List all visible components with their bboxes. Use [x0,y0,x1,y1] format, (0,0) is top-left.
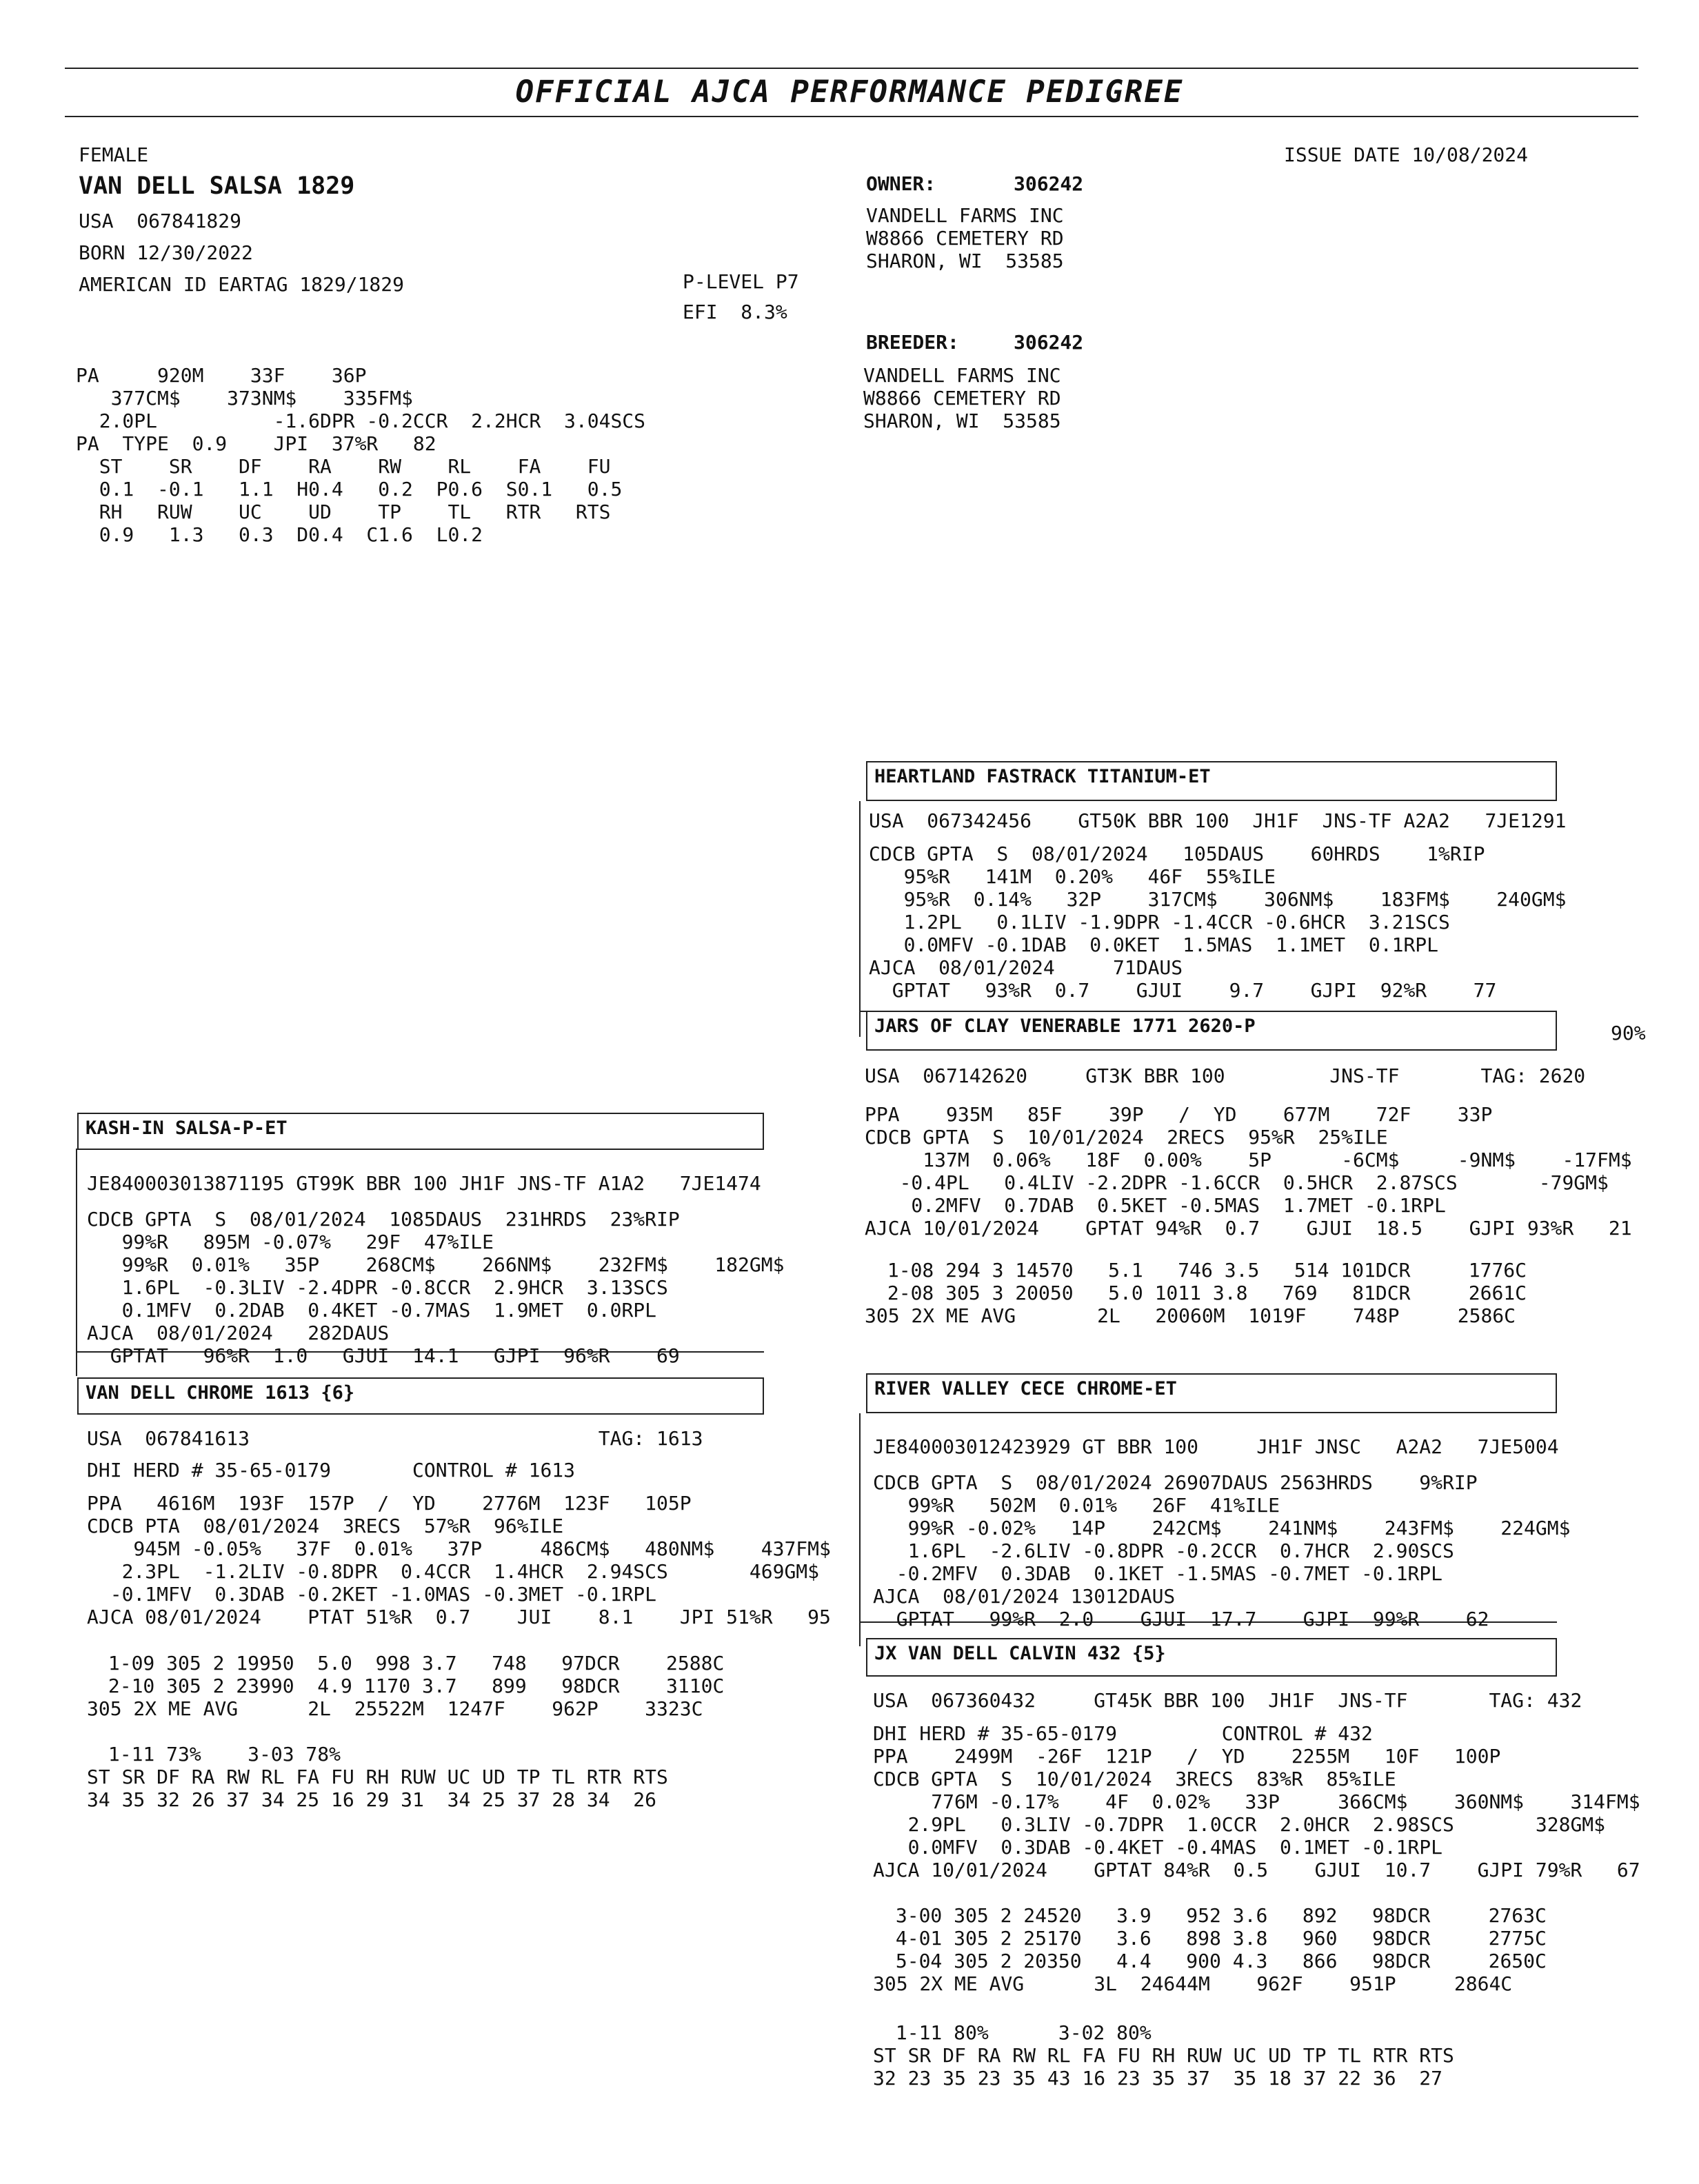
sire-line: 99%R 0.01% 35P 268CM$ 266NM$ 232FM$ 182GM$ [87,1253,785,1276]
dam-line: 305 2X ME AVG 2L 25522M 1247F 962P 3323C [87,1697,703,1720]
dam-sire-line: 99%R -0.02% 14P 242CM$ 241NM$ 243FM$ 224GM$ [873,1517,1571,1539]
pa-line: ST SR DF RA RW RL FA FU [76,455,611,478]
dam-dam-line: 3-00 305 2 24520 3.9 952 3.6 892 98DCR 2763C [884,1904,1547,1927]
dam-dam-line: 305 2X ME AVG 3L 24644M 962F 951P 2864C [873,1972,1513,1995]
dam-sire-line: JE840003012423929 GT BBR 100 JH1F JNSC A2A2 7JE5004 [873,1435,1559,1458]
dam-sire-name: RIVER VALLEY CECE CHROME-ET [866,1373,1557,1413]
dam-dam-line: 0.0MFV 0.3DAB -0.4KET -0.4MAS 0.1MET -0.1RPL [873,1836,1443,1859]
sire-dam-percent: 90% [1611,1022,1646,1044]
breeder-address-1: VANDELL FARMS INC [863,364,1061,387]
dam-sire-line: -0.2MFV 0.3DAB 0.1KET -1.5MAS -0.7MET -0.1RPL [873,1562,1443,1585]
dam-dam-line: 2.9PL 0.3LIV -0.7DPR 1.0CCR 2.0HCR 2.98SCS 328GM$ [873,1813,1606,1836]
animal-id: AMERICAN ID EARTAG 1829/1829 [79,273,405,296]
sire-sire-line: AJCA 08/01/2024 71DAUS [869,956,1183,979]
dam-dam-line: 32 23 35 23 35 43 16 23 35 37 35 18 37 22 36 27 [873,2067,1443,2090]
sire-dam-line: 305 2X ME AVG 2L 20060M 1019F 748P 2586C [865,1304,1516,1327]
dam-dam-line: 776M -0.17% 4F 0.02% 33P 366CM$ 360NM$ 314FM$ [873,1790,1640,1813]
dam-line: 1-11 73% 3-03 78% [97,1743,341,1766]
sire-line: 99%R 895M -0.07% 29F 47%ILE [87,1231,494,1253]
sire-sire-line: 1.2PL 0.1LIV -1.9DPR -1.4CCR -0.6HCR 3.21SCS [869,911,1450,933]
dam-line: CDCB PTA 08/01/2024 3RECS 57%R 96%ILE [87,1515,564,1537]
dam-line: PPA 4616M 193F 157P / YD 2776M 123F 105P [87,1492,692,1515]
dam-dam-line: CDCB GPTA S 10/01/2024 3RECS 83%R 85%ILE [873,1768,1396,1790]
sire-dam-line: CDCB GPTA S 10/01/2024 2RECS 95%R 25%ILE [865,1126,1388,1149]
sire-dam-line: USA 067142620 GT3K BBR 100 JNS-TF TAG: 2620 [865,1064,1586,1087]
owner-address-2: W8866 CEMETERY RD [866,227,1064,250]
pa-line: 377CM$ 373NM$ 335FM$ [76,387,413,410]
pa-line: PA TYPE 0.9 JPI 37%R 82 [76,432,436,455]
sire-line: AJCA 08/01/2024 282DAUS [87,1322,390,1344]
sire-line: 1.6PL -0.3LIV -2.4DPR -0.8CCR 2.9HCR 3.13SCS [87,1276,668,1299]
breeder-address-3: SHARON, WI 53585 [863,410,1061,432]
connector-line [859,1413,861,1646]
birth-date: BORN 12/30/2022 [79,241,253,264]
sire-dam-line: 0.2MFV 0.7DAB 0.5KET -0.5MAS 1.7MET -0.1RPL [865,1194,1446,1217]
dam-dam-line: 1-11 80% 3-02 80% [884,2021,1152,2044]
dam-dam-line: ST SR DF RA RW RL FA FU RH RUW UC UD TP TL RTR RTS [873,2044,1454,2067]
owner-address-1: VANDELL FARMS INC [866,204,1064,227]
sire-sire-line: 95%R 0.14% 32P 317CM$ 306NM$ 183FM$ 240GM$ [869,888,1567,911]
dam-line: 945M -0.05% 37F 0.01% 37P 486CM$ 480NM$ 437FM$ [87,1537,831,1560]
dam-dam-line: USA 067360432 GT45K BBR 100 JH1F JNS-TF TAG: 432 [873,1689,1582,1712]
sire-sire-line: 0.0MFV -0.1DAB 0.0KET 1.5MAS 1.1MET 0.1RPL [869,933,1439,956]
sire-dam-line: PPA 935M 85F 39P / YD 677M 72F 33P [865,1103,1493,1126]
sire-dam-line: 2-08 305 3 20050 5.0 1011 3.8 769 81DCR 2661C [876,1282,1527,1304]
connector-line [76,1149,77,1376]
sire-sire-line: GPTAT 93%R 0.7 GJUI 9.7 GJPI 92%R 77 [869,979,1497,1002]
connector-line [859,801,861,1037]
animal-name: VAN DELL SALSA 1829 [79,172,355,200]
breeder-number: 306242 [1014,331,1084,354]
sire-sire-line: USA 067342456 GT50K BBR 100 JH1F JNS-TF A2A2 7JE1291 [869,809,1567,832]
owner-address-3: SHARON, WI 53585 [866,250,1064,272]
dam-sire-line: 1.6PL -2.6LIV -0.8DPR -0.2CCR 0.7HCR 2.90SCS [873,1539,1454,1562]
title-rule [65,116,1638,117]
dam-sire-line: CDCB GPTA S 08/01/2024 26907DAUS 2563HRDS 9%RIP [873,1471,1478,1494]
sire-line: JE840003013871195 GT99K BBR 100 JH1F JNS-TF A1A2 7JE1474 [87,1172,761,1195]
pa-line: 0.1 -0.1 1.1 H0.4 0.2 P0.6 S0.1 0.5 [76,478,623,501]
breeder-address-2: W8866 CEMETERY RD [863,387,1061,410]
p-level: P-LEVEL P7 [683,270,799,293]
owner-number: 306242 [1014,172,1084,195]
dam-line: ST SR DF RA RW RL FA FU RH RUW UC UD TP TL RTR RTS [87,1766,668,1788]
issue-date: ISSUE DATE 10/08/2024 [1284,143,1529,166]
page-title: OFFICIAL AJCA PERFORMANCE PEDIGREE [515,74,1184,110]
dam-line: DHI HERD # 35-65-0179 CONTROL # 1613 [87,1459,576,1482]
sire-dam-name: JARS OF CLAY VENERABLE 1771 2620-P [866,1012,1557,1051]
sire-sire-line: CDCB GPTA S 08/01/2024 105DAUS 60HRDS 1%RIP [869,842,1485,865]
dam-line: 34 35 32 26 37 34 25 16 29 31 34 25 37 28 34 26 [87,1788,657,1811]
sex-label: FEMALE [79,143,149,166]
sire-name: KASH-IN SALSA-P-ET [77,1113,764,1150]
dam-line: -0.1MFV 0.3DAB -0.2KET -1.0MAS -0.3MET -0.1RPL [87,1583,657,1606]
dam-line: 2-10 305 2 23990 4.9 1170 3.7 899 98DCR 3110C [97,1675,725,1697]
dam-sire-line: GPTAT 99%R 2.0 GJUI 17.7 GJPI 99%R 62 [873,1608,1489,1630]
sire-dam-line: 1-08 294 3 14570 5.1 746 3.5 514 101DCR 1776C [876,1259,1527,1282]
sire-line: GPTAT 96%R 1.0 GJUI 14.1 GJPI 96%R 69 [87,1344,680,1367]
efi: EFI 8.3% [683,301,787,323]
breeder-label: BREEDER: [866,331,959,354]
sire-sire-line: 95%R 141M 0.20% 46F 55%ILE [869,865,1276,888]
animal-registration: USA 067841829 [79,210,242,232]
sire-line: CDCB GPTA S 08/01/2024 1085DAUS 231HRDS 23%RIP [87,1208,680,1231]
pa-line: 2.0PL -1.6DPR -0.2CCR 2.2HCR 3.04SCS [76,410,646,432]
pa-line: RH RUW UC UD TP TL RTR RTS [76,501,611,523]
top-rule [65,68,1638,69]
sire-dam-line: AJCA 10/01/2024 GPTAT 94%R 0.7 GJUI 18.5 GJPI 93%R 21 [865,1217,1632,1240]
sire-dam-line: -0.4PL 0.4LIV -2.2DPR -1.6CCR 0.5HCR 2.87SCS -79GM$ [865,1171,1609,1194]
sire-dam-line: 137M 0.06% 18F 0.00% 5P -6CM$ -9NM$ -17FM$ [865,1149,1632,1171]
dam-line: 1-09 305 2 19950 5.0 998 3.7 748 97DCR 2588C [97,1652,725,1675]
dam-dam-name: JX VAN DELL CALVIN 432 {5} [866,1638,1557,1677]
pa-line: 0.9 1.3 0.3 D0.4 C1.6 L0.2 [76,523,483,546]
dam-line: 2.3PL -1.2LIV -0.8DPR 0.4CCR 1.4HCR 2.94SCS 469GM$ [87,1560,820,1583]
dam-dam-line: 4-01 305 2 25170 3.6 898 3.8 960 98DCR 2775C [884,1927,1547,1950]
sire-line: 0.1MFV 0.2DAB 0.4KET -0.7MAS 1.9MET 0.0RPL [87,1299,657,1322]
dam-dam-line: DHI HERD # 35-65-0179 CONTROL # 432 [873,1722,1373,1745]
dam-dam-line: AJCA 10/01/2024 GPTAT 84%R 0.5 GJUI 10.7 GJPI 79%R 67 [873,1859,1640,1881]
dam-sire-line: 99%R 502M 0.01% 26F 41%ILE [873,1494,1280,1517]
pa-line: PA 920M 33F 36P [76,364,367,387]
dam-dam-line: PPA 2499M -26F 121P / YD 2255M 10F 100P [873,1745,1501,1768]
owner-label: OWNER: [866,172,936,195]
dam-dam-line: 5-04 305 2 20350 4.4 900 4.3 866 98DCR 2650C [884,1950,1547,1972]
sire-sire-name: HEARTLAND FASTRACK TITANIUM-ET [866,761,1557,801]
dam-sire-line: AJCA 08/01/2024 13012DAUS [873,1585,1176,1608]
dam-name: VAN DELL CHROME 1613 {6} [77,1377,764,1415]
dam-line: AJCA 08/01/2024 PTAT 51%R 0.7 JUI 8.1 JPI 51%R 95 [87,1606,831,1628]
dam-line: USA 067841613 TAG: 1613 [87,1427,703,1450]
